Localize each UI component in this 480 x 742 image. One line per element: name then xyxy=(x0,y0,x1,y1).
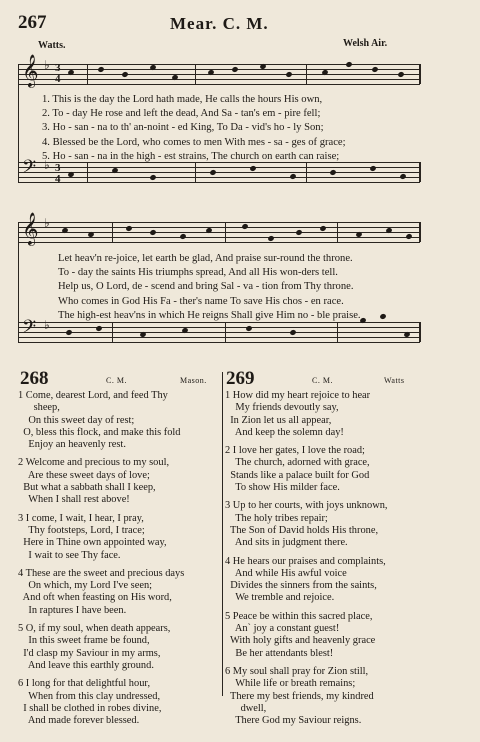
text-line: There God my Saviour reigns. xyxy=(225,715,362,727)
barline xyxy=(419,322,421,342)
barline xyxy=(337,222,338,242)
key-flat-icon: ♭ xyxy=(44,216,50,230)
text-line: 4 He hears our praises and complaints, xyxy=(225,555,386,567)
text-line: And made forever blessed. xyxy=(18,715,140,727)
text-line: On which, my Lord I've seen; xyxy=(18,580,153,592)
barline xyxy=(112,322,113,342)
text-line: I'd clasp my Saviour in my arms, xyxy=(18,647,161,659)
text-line: And keep the solemn day! xyxy=(225,426,344,438)
verse-line-2a: 2. To - day He rose and left the dead, And Sa - tan's em - pire fell; xyxy=(42,108,321,120)
hymn-number-267: 267 xyxy=(18,12,47,33)
hymn-number-268: 268 xyxy=(20,368,49,389)
text-line: 6 I long for that delightful hour, xyxy=(18,678,151,690)
barline xyxy=(225,322,226,342)
text-line: With holy gifts and heavenly grace xyxy=(225,635,376,647)
barline xyxy=(337,322,338,342)
text-line: Thy footsteps, Lord, I trace; xyxy=(18,524,145,536)
text-line: 3 I come, I wait, I hear, I pray, xyxy=(18,512,144,524)
text-line: An` joy a constant guest! xyxy=(225,623,340,635)
text-line: Divides the sinners from the saints, xyxy=(225,580,377,592)
text-line: To show His milder face. xyxy=(225,482,340,494)
barline xyxy=(195,64,196,84)
barline xyxy=(225,222,226,242)
text-line: O, bless this flock, and make this fold xyxy=(18,426,181,438)
text-line: The holy tribes repair; xyxy=(225,512,328,524)
hymn-author-267: Watts. xyxy=(38,40,66,51)
bass-clef-icon: 𝄢 xyxy=(22,316,37,341)
hymn-meter-269: C. M. xyxy=(312,376,333,385)
text-line: 5 O, if my soul, when death appears, xyxy=(18,623,171,635)
text-line: Enjoy an heavenly rest. xyxy=(18,439,126,451)
text-line: But what a sabbath shall I keep, xyxy=(18,482,156,494)
barline xyxy=(306,64,307,84)
text-line: While life or breath remains; xyxy=(225,678,356,690)
verse-line-5a: 5. Ho - san - na in the high - est strains, The church on earth can raise; xyxy=(42,150,340,162)
verse-line-5b: The high-est heav'ns in which He reigns Shall give Him no - ble praise. xyxy=(58,309,361,321)
verse-line-4a: 4. Blessed be the Lord, who comes to men With mes - sa - ges of grace; xyxy=(42,136,346,148)
barline xyxy=(112,222,113,242)
key-flat-icon: ♭ xyxy=(44,58,50,72)
column-divider xyxy=(222,372,223,696)
barline xyxy=(195,162,196,182)
text-line: When from this clay undressed, xyxy=(18,690,161,702)
text-line: dwell, xyxy=(225,702,267,714)
treble-clef-icon: 𝄞 xyxy=(22,56,39,87)
time-signature-top: 3 xyxy=(55,162,61,174)
verse-line-3a: 3. Ho - san - na to th' an-noint - ed King, To Da - vid's ho - ly Son; xyxy=(42,122,324,134)
text-line: 4 These are the sweet and precious days xyxy=(18,567,185,579)
time-signature-top: 3 xyxy=(55,62,61,74)
barline xyxy=(87,162,88,182)
hymn-title-267: Mear. C. M. xyxy=(170,14,269,33)
verse-line-3b: Help us, O Lord, de - scend and bring Sal - va - tion from Thy throne. xyxy=(58,281,354,293)
text-line: There my best friends, my kindred xyxy=(225,690,374,702)
text-line: sheep, xyxy=(18,402,60,414)
barline xyxy=(419,64,421,84)
key-flat-icon: ♭ xyxy=(44,318,50,332)
text-line: 2 I love her gates, I love the road; xyxy=(225,445,365,457)
key-flat-icon: ♭ xyxy=(44,158,50,172)
text-line: Here in Thine own appointed way, xyxy=(18,537,167,549)
text-line: Stands like a palace built for God xyxy=(225,469,370,481)
text-line: The Son of David holds His throne, xyxy=(225,524,379,536)
text-line: In this sweet frame be found, xyxy=(18,635,150,647)
barline xyxy=(419,162,421,182)
treble-clef-icon: 𝄞 xyxy=(22,214,39,245)
hymn-tune-267: Welsh Air. xyxy=(343,38,388,49)
hymn-number-269: 269 xyxy=(226,368,255,389)
text-line: 5 Peace be within this sacred place, xyxy=(225,610,373,622)
verse-line-4b: Who comes in God His Fa - ther's name To save His chos - en race. xyxy=(58,295,344,307)
hymn-tune-268: Mason. xyxy=(180,376,207,385)
bass-clef-icon: 𝄢 xyxy=(22,156,37,181)
text-line: In raptures I have been. xyxy=(18,604,127,616)
text-line: When I shall rest above! xyxy=(18,494,130,506)
text-line: And oft when feasting on His word, xyxy=(18,592,172,604)
text-line: In Zion let us all appear, xyxy=(225,414,332,426)
text-line: 1 Come, dearest Lord, and feed Thy xyxy=(18,390,168,401)
barline xyxy=(419,222,421,242)
text-line: 3 Up to her courts, with joys unknown, xyxy=(225,500,388,512)
barline xyxy=(306,162,307,182)
verse-line-1a: 1. This is the day the Lord hath made, He calls the hours His own, xyxy=(42,94,323,105)
text-line: We tremble and rejoice. xyxy=(225,592,335,604)
hymn-269-text xyxy=(225,390,430,727)
text-line: 2 Welcome and precious to my soul, xyxy=(18,457,170,469)
time-signature-bottom: 4 xyxy=(55,73,61,85)
hymn-268-text xyxy=(18,390,223,727)
text-line: I shall be clothed in robes divine, xyxy=(18,702,162,714)
text-line: And while His awful voice xyxy=(225,567,347,579)
text-line: I wait to see Thy face. xyxy=(18,549,121,561)
text-line: My friends devoutly say, xyxy=(225,402,339,414)
text-line: And leave this earthly ground. xyxy=(18,659,154,671)
hymn-author-269: Watts xyxy=(384,376,405,385)
system-brace-1 xyxy=(18,64,19,182)
text-line: 6 My soul shall pray for Zion still, xyxy=(225,665,369,677)
hymn-meter-268: C. M. xyxy=(106,376,127,385)
time-signature-bottom: 4 xyxy=(55,173,61,185)
text-line: The church, adorned with grace, xyxy=(225,457,370,469)
text-line: 1 How did my heart rejoice to hear xyxy=(225,390,371,401)
system-brace-2 xyxy=(18,222,19,342)
barline xyxy=(87,64,88,84)
verse-line-1b: Let heav'n re-joice, let earth be glad, And praise sur-round the throne. xyxy=(58,253,353,264)
text-line: And sits in judgment there. xyxy=(225,537,348,549)
text-line: On this sweet day of rest; xyxy=(18,414,135,426)
treble-staff-1 xyxy=(18,56,420,88)
text-line: Are these sweet days of love; xyxy=(18,469,150,481)
text-line: Be her attendants blest! xyxy=(225,647,334,659)
verse-line-2b: To - day the saints His triumphs spread, And all His won-ders tell. xyxy=(58,267,338,279)
